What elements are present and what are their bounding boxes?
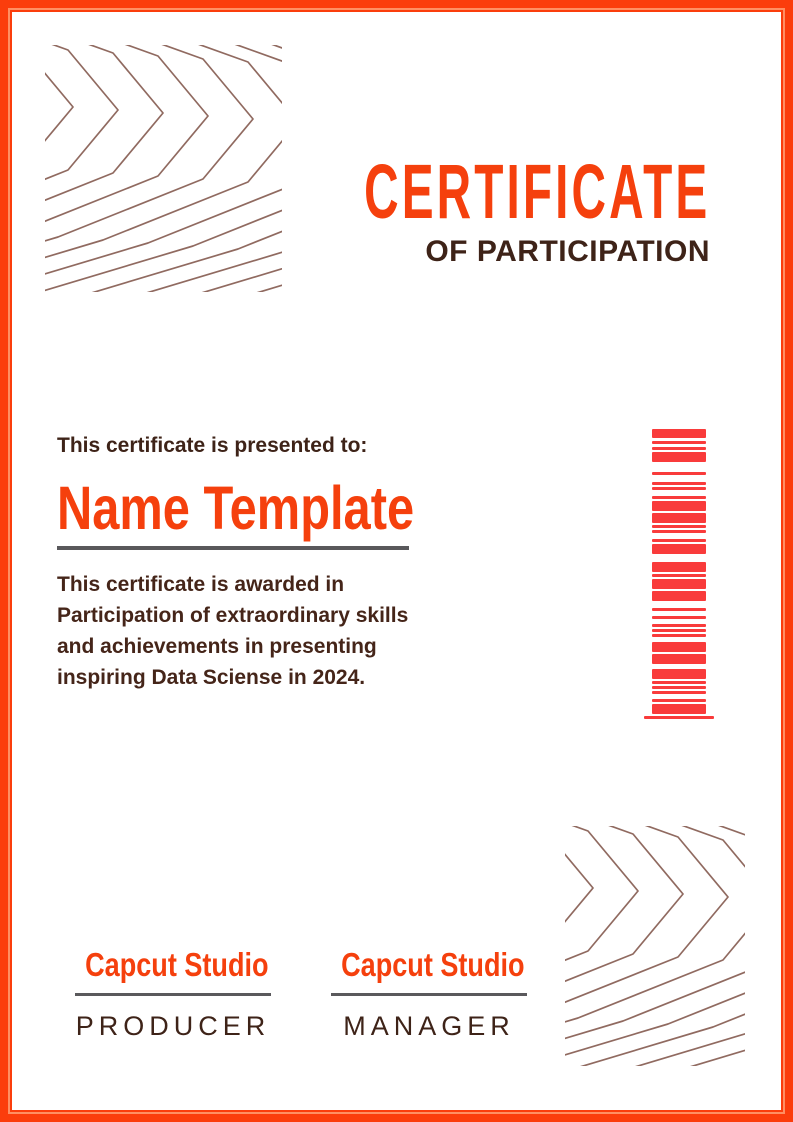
signature-block-manager [321,946,537,1042]
award-description-line: Participation of extraordinary skills [57,604,409,627]
contour-pattern-bottom-right [565,826,745,1066]
barcode-bar [652,608,706,611]
recipient-name: Name Template [57,474,415,542]
barcode-bar [652,591,706,601]
barcode-bar [652,686,706,689]
barcode [652,429,706,719]
signature-role-producer: PRODUCER [75,1010,271,1041]
certificate-header [152,149,710,269]
barcode-bar [652,562,706,572]
signature-block-producer [65,946,281,1042]
barcode-bar [644,716,714,719]
barcode-bar [652,616,706,619]
barcode-bar [652,574,706,577]
award-description [57,569,487,693]
signature-name-producer: Capcut Studio [85,946,269,983]
barcode-bar [652,530,706,533]
barcode-bar [652,525,706,528]
barcode-bar [652,654,706,664]
barcode-bar [652,501,706,511]
barcode-bar [652,447,706,450]
barcode-bar [652,691,706,694]
barcode-bar [652,513,706,523]
barcode-bar [652,629,706,632]
barcode-bar [652,634,706,637]
barcode-bar [652,429,706,438]
signature-divider [75,993,271,996]
barcode-bar [652,681,706,684]
barcode-bar [652,496,706,499]
barcode-bar [652,579,706,589]
barcode-bar [652,624,706,627]
signature-name-manager: Capcut Studio [341,946,525,983]
barcode-bar [652,487,706,490]
barcode-bar [652,699,706,702]
barcode-bar [652,539,706,542]
barcode-bar [652,452,706,462]
award-description-line: and achievements in presenting [57,635,377,658]
signature-divider [331,993,527,996]
barcode-bar [652,482,706,485]
barcode-bar [652,472,706,475]
presented-to-label: This certificate is presented to: [57,434,368,457]
signature-role-manager: MANAGER [343,1010,515,1041]
barcode-bar [652,642,706,652]
barcode-bar [652,544,706,554]
barcode-bar [652,669,706,679]
certificate-title: CERTIFICATE [363,149,710,235]
barcode-bar [652,441,706,444]
name-underline-divider [57,546,409,550]
award-description-line: This certificate is awarded in [57,573,345,596]
barcode-bar [652,704,706,714]
award-description-line: inspiring Data Sciense in 2024. [57,666,366,689]
certificate-subtitle: OF PARTICIPATION [425,235,710,268]
